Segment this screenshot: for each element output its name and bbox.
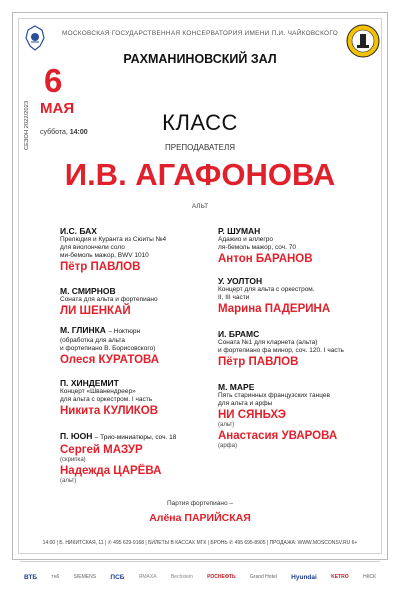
work-line: Соната для альта и фортепиано — [60, 296, 158, 303]
work-line: Соната №1 для кларнета (альта) — [218, 339, 318, 346]
sponsor-logo: KETRO — [331, 574, 349, 580]
composer: У. УОЛТОН — [218, 276, 263, 286]
performer-name: Пётр ПАВЛОВ — [218, 356, 299, 368]
program-item — [218, 382, 382, 450]
instrument-label: АЛЬТ — [191, 203, 209, 210]
accompanist-name: Алёна ПАРИЙСКАЯ — [149, 512, 251, 524]
performer-name: НИ СЯНЬХЭ — [218, 409, 286, 421]
performer-name: Олеся КУРАТОВА — [60, 354, 160, 366]
sponsor-logo: РОСНЕФТЬ — [207, 574, 236, 580]
composer: И. БРАМС — [218, 329, 260, 339]
performer-role: (скрипка) — [60, 457, 86, 463]
sponsor-logo: SIEMENS — [73, 574, 97, 580]
program-item — [60, 378, 210, 418]
work-line: (обработка для альта — [60, 337, 126, 344]
performer-name: Сергей МАЗУР — [60, 444, 143, 456]
ministry-emblem-icon — [22, 24, 48, 52]
performer-name: ЛИ ШЕНКАЙ — [60, 305, 131, 317]
teacher-label: ПРЕПОДАВАТЕЛЯ — [164, 143, 235, 152]
class-heading: КЛАСС — [162, 110, 238, 135]
concert-month: МАЯ — [40, 100, 75, 117]
concert-time: 14:00 — [69, 129, 88, 136]
performer-name: Марина ПАДЕРИНА — [218, 303, 331, 315]
work-line: Прелюдия и Куранта из Сюиты №4 — [60, 236, 167, 243]
work-line: Концерт для альта с оркестром. — [218, 286, 315, 293]
sponsor-logo: ПСБ — [110, 573, 125, 581]
sponsor-divider — [20, 561, 380, 562]
performer-name: Анастасия УВАРОВА — [218, 430, 338, 442]
sponsor-logo: Grand Hotel — [249, 574, 277, 580]
composer: Р. ШУМАН — [218, 226, 261, 236]
work-line: и фортепиано В. Борисовского) — [60, 345, 156, 352]
performer-name: Пётр ПАВЛОВ — [60, 261, 141, 273]
composer: П. ЮОН — [60, 431, 93, 441]
composer: М. МАРЕ — [218, 382, 255, 392]
weekday-time — [40, 129, 88, 136]
performer-role: (арфа) — [218, 443, 237, 449]
sponsor-strip — [24, 566, 376, 588]
concert-day: 6 — [44, 62, 63, 99]
composer: И.С. БАХ — [60, 226, 97, 236]
composer: П. ХИНДЕМИТ — [60, 378, 119, 388]
work-line: ля-бемоль мажор, соч. 70 — [218, 244, 296, 251]
program-item — [60, 286, 210, 318]
composer-note: – Ноктюрн — [108, 328, 141, 335]
composer-note: – Трио-миниатюры, соч. 18 — [94, 434, 177, 441]
work-line: Адажио и аллегро — [218, 236, 273, 243]
sponsor-logo: Hyundai — [291, 573, 317, 581]
performer-role: (альт) — [218, 422, 235, 428]
sponsor-logo: Bechstein — [170, 574, 193, 580]
program-item — [218, 226, 378, 266]
hall-name: РАХМАНИНОВСКИЙ ЗАЛ — [123, 52, 277, 66]
sponsor-logo: ВТБ — [24, 573, 38, 581]
program-item — [218, 329, 382, 369]
work-line: Концерт «Шванендреер» — [60, 388, 136, 395]
work-line: ми-бемоль мажор, BWV 1010 — [60, 252, 149, 259]
composer: М. ГЛИНКА — [60, 325, 106, 335]
program-item — [60, 431, 220, 485]
sponsor-logo: НКСК — [362, 574, 376, 580]
performer-name: Антон БАРАНОВ — [218, 253, 313, 265]
weekday: суббота, — [40, 129, 68, 136]
work-line: для альта и арфы — [218, 400, 273, 407]
footer-info: 14:00 | Б. НИКИТСКАЯ, 11 | ✆ 495 629-9168 | БИЛЕТЫ В КАССАХ МГК | БРОНЬ ✆ 495 695-8905 | ПРОДАЖА: WWW.MOSCONSV.RU 6+ — [42, 540, 358, 546]
work-line: II, III части — [218, 294, 250, 301]
program-item — [60, 226, 210, 274]
composer-line — [60, 431, 220, 443]
program-item — [218, 276, 378, 316]
institution-name: МОСКОВСКАЯ ГОСУДАРСТВЕННАЯ КОНСЕРВАТОРИЯ ИМЕНИ П.И. ЧАЙКОВСКОГО — [61, 30, 338, 37]
work-line: для виолончели соло — [60, 244, 125, 251]
accompaniment-label: Партия фортепиано – — [166, 500, 234, 507]
composer-line — [60, 325, 210, 337]
teacher-name: И.В. АГАФОНОВА — [64, 157, 336, 192]
work-line: для альта с оркестром. I часть — [60, 396, 153, 403]
sponsor-logo: тн6 — [51, 574, 60, 580]
performer-name: Надежда ЦАРЁВА — [60, 465, 162, 477]
season-label: СЕЗОН 2022/2023 — [24, 100, 30, 150]
performer-name: Никита КУЛИКОВ — [60, 405, 159, 417]
sponsor-logo: ЯМАХА — [138, 574, 157, 580]
work-line: и фортепиано фа минор, соч. 120. I часть — [218, 347, 344, 354]
work-line: Пять старинных французских танцев — [218, 392, 330, 399]
performer-role: (альт) — [60, 478, 77, 484]
composer: М. СМИРНОВ — [60, 286, 116, 296]
conservatory-seal-icon — [346, 24, 380, 58]
program-item — [60, 325, 210, 367]
